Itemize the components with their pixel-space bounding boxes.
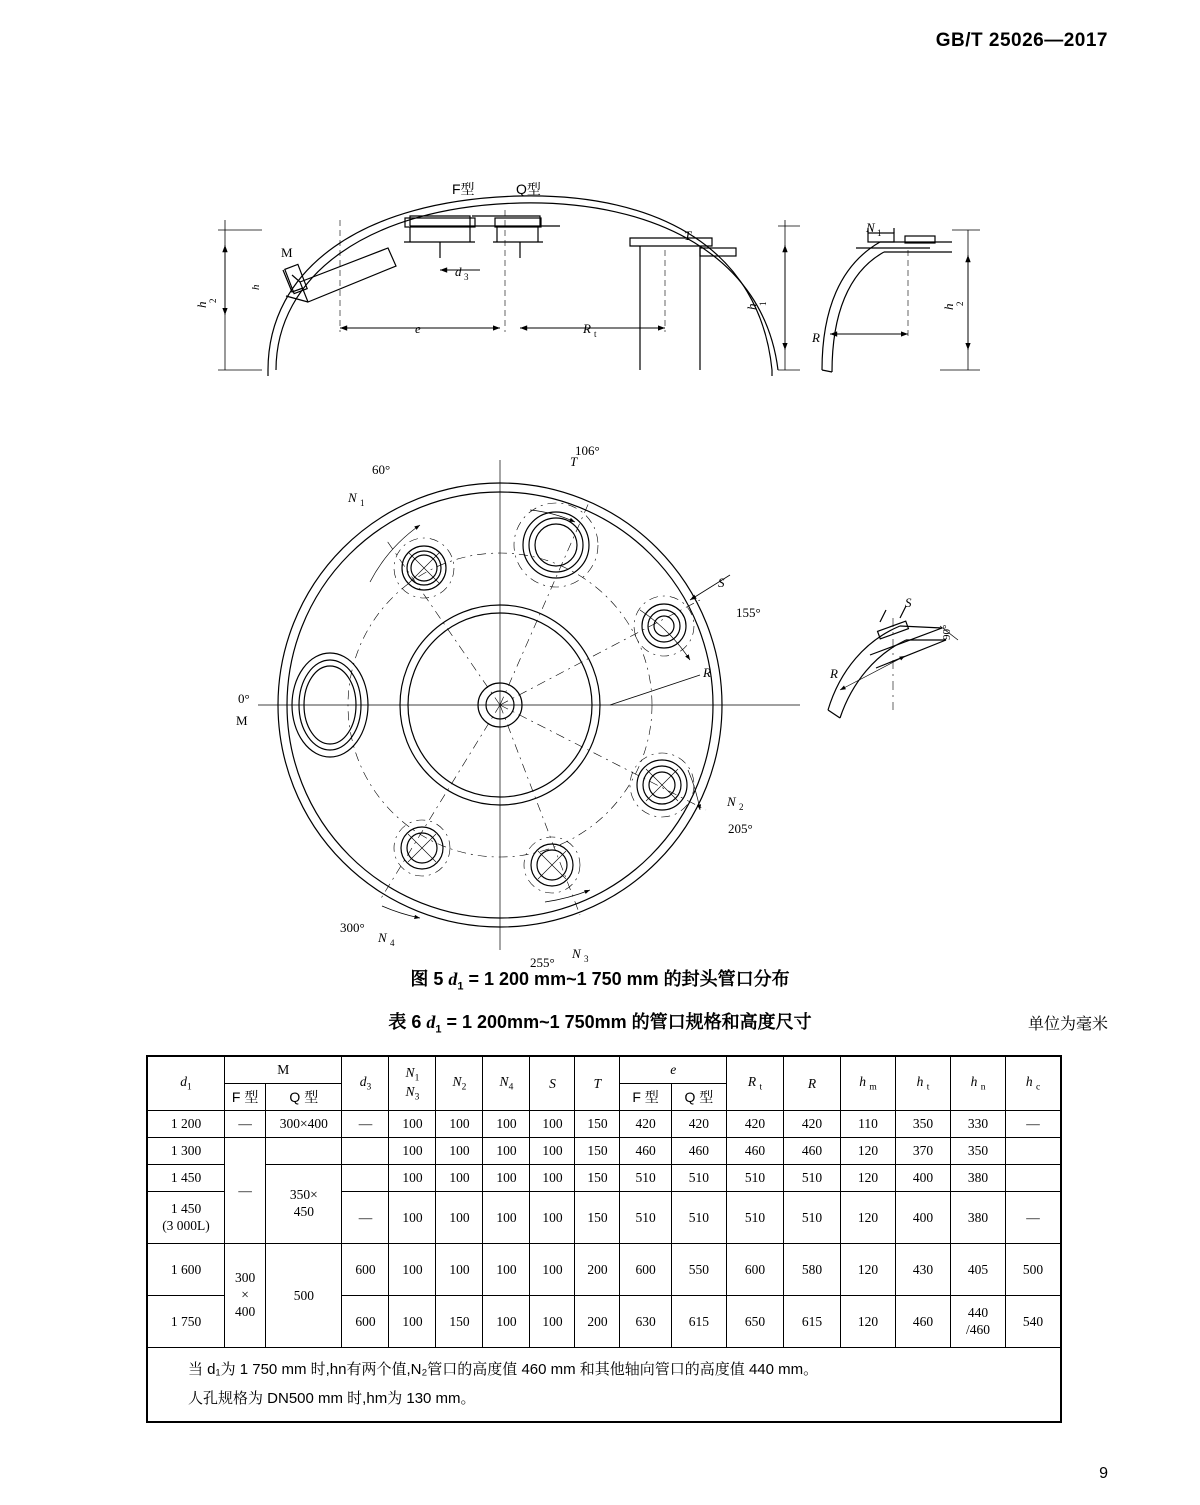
cell-d3: 600 <box>342 1244 389 1296</box>
cell-ef: 460 <box>620 1138 671 1165</box>
cell-d1: 1 600 <box>147 1244 225 1296</box>
cell-hn: 380 <box>951 1192 1006 1244</box>
cell-r: 460 <box>784 1138 841 1165</box>
cell-mf-merged: — <box>225 1138 266 1244</box>
label-255deg: 255° <box>530 955 555 970</box>
label-90deg: 90° <box>941 624 953 640</box>
header-T: T <box>575 1056 620 1111</box>
cell-ef: 420 <box>620 1111 671 1138</box>
cell-s: 100 <box>530 1296 575 1348</box>
cell-r: 580 <box>784 1244 841 1296</box>
cell-t: 200 <box>575 1244 620 1296</box>
label-Rt: R <box>583 321 591 336</box>
cell-hm: 120 <box>841 1138 896 1165</box>
cell-mq-merged: 350× 450 <box>266 1165 342 1244</box>
cell-ht: 370 <box>896 1138 951 1165</box>
cell-r: 615 <box>784 1296 841 1348</box>
table-row <box>147 1111 1061 1138</box>
label-106deg: 106° <box>575 443 600 458</box>
cell-n13: 100 <box>389 1165 436 1192</box>
cell-ef: 630 <box>620 1296 671 1348</box>
cell-hc: 500 <box>1006 1244 1062 1296</box>
svg-text:2: 2 <box>955 301 965 306</box>
cell-eq: 550 <box>671 1244 726 1296</box>
label-h2-right: h <box>941 303 956 310</box>
label-155deg: 155° <box>736 605 761 620</box>
cell-hc: 540 <box>1006 1296 1062 1348</box>
svg-text:1: 1 <box>360 498 365 508</box>
table-caption: 表 6 $d_1 = 1$ 200mm~1 750mm 的管口规格和高度尺寸 <box>388 1012 812 1036</box>
header-M: M <box>225 1056 342 1084</box>
cell-hm: 120 <box>841 1165 896 1192</box>
header-hm: h $_m$ <box>841 1056 896 1111</box>
label-300deg: 300° <box>340 920 365 935</box>
cell-d1: 1 300 <box>147 1138 225 1165</box>
cell-n2: 100 <box>436 1244 483 1296</box>
cell-n4: 100 <box>483 1111 530 1138</box>
label-60deg: 60° <box>372 462 391 477</box>
cell-eq: 420 <box>671 1111 726 1138</box>
label-h2-left: h <box>194 301 209 308</box>
cell-n13: 100 <box>389 1244 436 1296</box>
cell-hn: 380 <box>951 1165 1006 1192</box>
cell-d3 <box>342 1138 389 1165</box>
cell-ht: 460 <box>896 1296 951 1348</box>
header-M-F: F 型 <box>225 1084 266 1111</box>
cell-ht: 400 <box>896 1165 951 1192</box>
header-Rt: R $_t$ <box>727 1056 784 1111</box>
cell-rt: 510 <box>727 1165 784 1192</box>
cell-hn: 405 <box>951 1244 1006 1296</box>
cell-hc: — <box>1006 1111 1062 1138</box>
header-N2: $N_2$ <box>436 1056 483 1111</box>
cell-rt: 510 <box>727 1192 784 1244</box>
label-0deg: 0° <box>238 691 250 706</box>
cell-rt: 650 <box>727 1296 784 1348</box>
cell-ht: 400 <box>896 1192 951 1244</box>
label-205deg: 205° <box>728 821 753 836</box>
unit-note: 单位为毫米 <box>1027 1016 1108 1033</box>
table-row <box>147 1165 1061 1192</box>
cell-hm: 120 <box>841 1296 896 1348</box>
table-row <box>147 1138 1061 1165</box>
cell-n13: 100 <box>389 1111 436 1138</box>
label-S-plan: S <box>718 575 725 590</box>
header-ht: h $_t$ <box>896 1056 951 1111</box>
cell-d3: — <box>342 1192 389 1244</box>
cell-rt: 600 <box>727 1244 784 1296</box>
cell-eq: 615 <box>671 1296 726 1348</box>
header-hn: h $_n$ <box>951 1056 1006 1111</box>
label-M-plan: M <box>236 713 248 728</box>
cell-n4: 100 <box>483 1244 530 1296</box>
note-line-1: 当 d₁为 1 750 mm 时,hn有两个值,N₂管口的高度值 460 mm 和其他轴向管口的高度值 440 mm。 <box>188 1361 819 1378</box>
label-T-plan: T <box>570 454 578 469</box>
cell-n2: 100 <box>436 1165 483 1192</box>
cell-s: 100 <box>530 1192 575 1244</box>
table-notes <box>147 1348 1061 1423</box>
label-N1-plan: N <box>348 490 357 505</box>
cell-n4: 100 <box>483 1192 530 1244</box>
cell-rt: 460 <box>727 1138 784 1165</box>
cell-hn: 440 /460 <box>951 1296 1006 1348</box>
label-N3-plan: N <box>572 946 581 961</box>
label-h1: h <box>744 303 759 310</box>
cell-ht: 350 <box>896 1111 951 1138</box>
cell-t: 200 <box>575 1296 620 1348</box>
standard-number: GB/T 25026—2017 <box>935 30 1108 51</box>
svg-text:4: 4 <box>390 938 395 948</box>
label-S-detail: S <box>905 595 912 610</box>
header-hc: h $_c$ <box>1006 1056 1062 1111</box>
cell-hc <box>1006 1138 1062 1165</box>
cell-t: 150 <box>575 1165 620 1192</box>
header-e: e <box>620 1056 727 1084</box>
cell-r: 510 <box>784 1165 841 1192</box>
cell-n4: 100 <box>483 1165 530 1192</box>
cell-hn: 350 <box>951 1138 1006 1165</box>
cell-mq <box>266 1138 342 1165</box>
cell-eq: 510 <box>671 1192 726 1244</box>
cell-d3: 600 <box>342 1296 389 1348</box>
header-S: S <box>530 1056 575 1111</box>
cell-n2: 150 <box>436 1296 483 1348</box>
cell-ef: 600 <box>620 1244 671 1296</box>
cell-d3 <box>342 1165 389 1192</box>
cell-n13: 100 <box>389 1192 436 1244</box>
header-N4: $N_4$ <box>483 1056 530 1111</box>
cell-ef: 510 <box>620 1165 671 1192</box>
table-6 <box>146 1055 1062 1423</box>
label-N4-plan: N <box>378 930 387 945</box>
cell-d1: 1 450 <box>147 1165 225 1192</box>
table-row <box>147 1244 1061 1296</box>
cell-s: 100 <box>530 1111 575 1138</box>
cell-hm: 120 <box>841 1244 896 1296</box>
cell-n4: 100 <box>483 1138 530 1165</box>
header-e-Q: Q 型 <box>671 1084 726 1111</box>
cell-mf-merged: 300 × 400 <box>225 1244 266 1348</box>
cell-hc <box>1006 1165 1062 1192</box>
label-t-top: T <box>684 228 692 243</box>
cell-hm: 120 <box>841 1192 896 1244</box>
cell-s: 100 <box>530 1244 575 1296</box>
cell-hm: 110 <box>841 1111 896 1138</box>
cell-n4: 100 <box>483 1296 530 1348</box>
header-e-F: F 型 <box>620 1084 671 1111</box>
cell-eq: 460 <box>671 1138 726 1165</box>
svg-text:1: 1 <box>758 301 768 306</box>
header-d1: $d_1$ <box>147 1056 225 1111</box>
cell-eq: 510 <box>671 1165 726 1192</box>
cell-n2: 100 <box>436 1138 483 1165</box>
label-e: e <box>415 321 421 336</box>
svg-text:3: 3 <box>584 954 589 964</box>
table-notes-row <box>147 1348 1061 1423</box>
svg-text:3: 3 <box>464 272 469 282</box>
cell-t: 150 <box>575 1192 620 1244</box>
header-M-Q: Q 型 <box>266 1084 342 1111</box>
cell-mq: 300×400 <box>266 1111 342 1138</box>
svg-text:t: t <box>594 329 597 339</box>
figure-caption: 图 5 $d_1 = 1$ 200 mm~1 750 mm 的封头管口分布 <box>410 969 790 993</box>
header-R: R <box>784 1056 841 1111</box>
cell-d1: 1 200 <box>147 1111 225 1138</box>
note-line-2: 人孔规格为 DN500 mm 时,hm为 130 mm。 <box>188 1389 476 1407</box>
cell-ht: 430 <box>896 1244 951 1296</box>
cell-rt: 420 <box>727 1111 784 1138</box>
cell-s: 100 <box>530 1138 575 1165</box>
label-m-top: M <box>281 245 293 260</box>
cell-d3: — <box>342 1111 389 1138</box>
label-N2-plan: N <box>727 794 736 809</box>
figure-5-drawing <box>0 70 1200 970</box>
cell-hc: — <box>1006 1192 1062 1244</box>
cell-mq-merged: 500 <box>266 1244 342 1348</box>
cell-n13: 100 <box>389 1138 436 1165</box>
cell-d1: 1 450 (3 000L) <box>147 1192 225 1244</box>
cell-r: 420 <box>784 1111 841 1138</box>
svg-text:2: 2 <box>208 298 218 303</box>
header-d3: $d_3$ <box>342 1056 389 1111</box>
cell-t: 150 <box>575 1111 620 1138</box>
label-hm: h <box>250 284 262 290</box>
cell-n2: 100 <box>436 1192 483 1244</box>
svg-text:2: 2 <box>739 802 744 812</box>
label-f-type: F型 <box>452 181 475 197</box>
cell-hn: 330 <box>951 1111 1006 1138</box>
cell-d1: 1 750 <box>147 1296 225 1348</box>
svg-text:1: 1 <box>877 228 882 238</box>
cell-ef: 510 <box>620 1192 671 1244</box>
cell-r: 510 <box>784 1192 841 1244</box>
cell-s: 100 <box>530 1165 575 1192</box>
cell-t: 150 <box>575 1138 620 1165</box>
label-N1-upper: N <box>866 220 875 235</box>
label-R-detail: R <box>830 666 838 681</box>
label-d3: d <box>455 264 462 279</box>
label-R-plan: R <box>703 665 711 680</box>
cell-mf: — <box>225 1111 266 1138</box>
label-R-upper: R <box>812 330 820 345</box>
page-number: 9 <box>1099 1465 1108 1482</box>
label-q-type: Q型 <box>516 181 541 197</box>
cell-n2: 100 <box>436 1111 483 1138</box>
cell-n13: 100 <box>389 1296 436 1348</box>
header-N1N3: $N_1$ $N_3$ <box>389 1056 436 1111</box>
